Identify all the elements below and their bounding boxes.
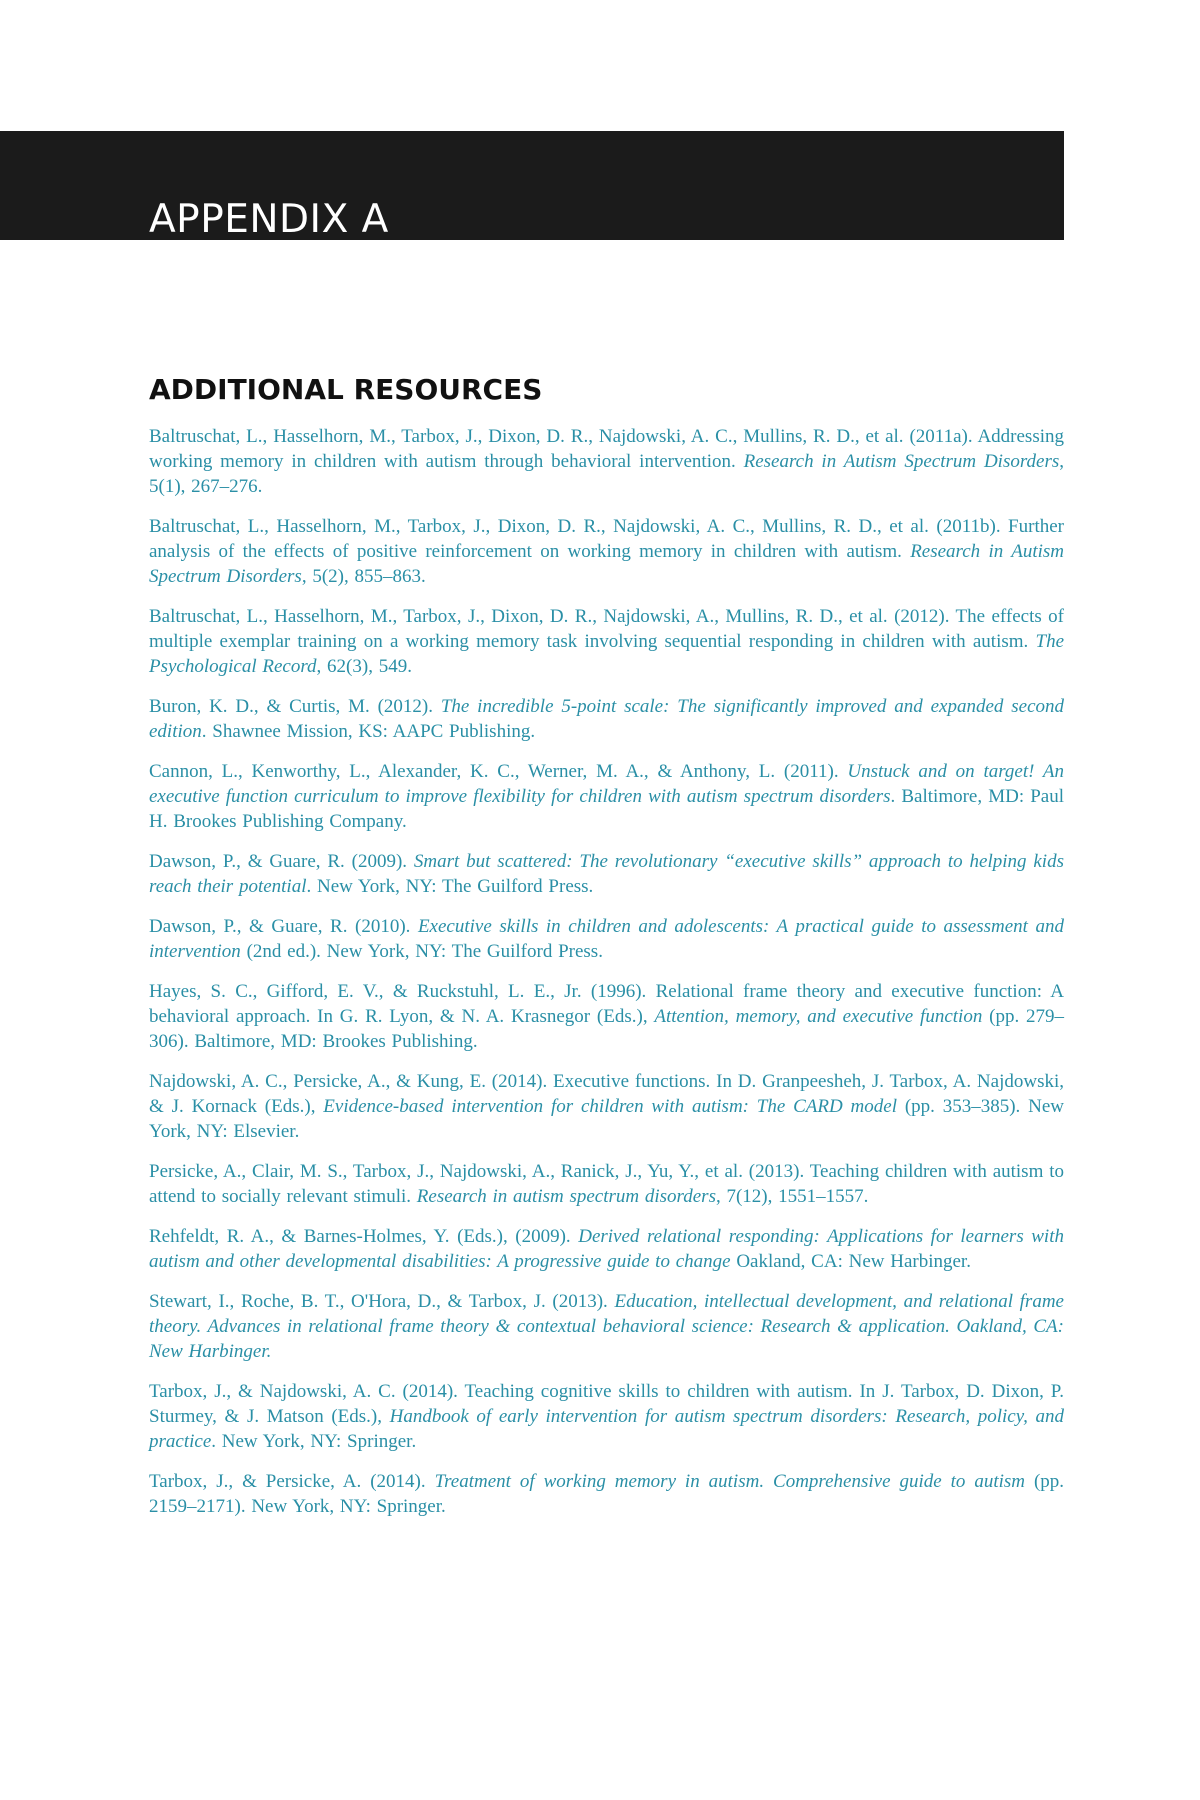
reference-authors: Persicke, A., Clair, M. S., Tarbox, J., Najdowski, A., Ranick, J., Yu, Y., et al. (2013). Teaching children with autism to attend to socially relevant stimuli. xyxy=(149,1161,1064,1207)
reference-entry xyxy=(149,1069,1064,1144)
reference-title: The incredible 5-point scale: The significantly improved and expanded second edition xyxy=(149,696,1064,742)
reference-details: . New York, NY: Springer. xyxy=(211,1431,417,1452)
reference-entry xyxy=(149,424,1064,499)
reference-entry xyxy=(149,694,1064,744)
reference-authors: Buron, K. D., & Curtis, M. (2012). xyxy=(149,696,441,717)
reference-authors: Najdowski, A. C., Persicke, A., & Kung, E. (2014). Executive functions. In D. Granpeesheh, J. Tarbox, A. Najdowski, & J. Kornack (Eds.), xyxy=(149,1071,1064,1117)
reference-details: Oakland, CA: New Harbinger. xyxy=(730,1251,971,1272)
reference-details: , 5(1), 267–276. xyxy=(149,451,1064,497)
reference-title: Attention, memory, and executive function xyxy=(654,1006,983,1027)
reference-title: Education, intellectual development, and relational frame theory. Advances in relational frame theory & contextual behavioral science: Research & application. Oakland, CA: New Harbinger. xyxy=(149,1291,1064,1362)
reference-entry xyxy=(149,1379,1064,1454)
reference-authors: Baltruschat, L., Hasselhorn, M., Tarbox, J., Dixon, D. R., Najdowski, A., Mullins, R. D., et al. (2012). The effects of multiple exemplar training on a working memory task involving sequential responding in children with autism. xyxy=(149,606,1064,652)
reference-entry xyxy=(149,514,1064,589)
reference-authors: Tarbox, J., & Persicke, A. (2014). xyxy=(149,1471,435,1492)
reference-authors: Cannon, L., Kenworthy, L., Alexander, K. C., Werner, M. A., & Anthony, L. (2011). xyxy=(149,761,848,782)
reference-details: . Baltimore, MD: Paul H. Brookes Publishing Company. xyxy=(149,786,1065,832)
reference-entry xyxy=(149,1224,1064,1274)
reference-authors: Stewart, I., Roche, B. T., O'Hora, D., & Tarbox, J. (2013). xyxy=(149,1291,615,1312)
reference-details: (pp. 279–306). Baltimore, MD: Brookes Publishing. xyxy=(149,1006,1065,1052)
reference-authors: Dawson, P., & Guare, R. (2010). xyxy=(149,916,418,937)
reference-authors: Baltruschat, L., Hasselhorn, M., Tarbox, J., Dixon, D. R., Najdowski, A. C., Mullins, R. D., et al. (2011b). Further analysis of the effects of positive reinforcement on working memory in children with autism. xyxy=(149,516,1064,562)
reference-title: Treatment of working memory in autism. Comprehensive guide to autism xyxy=(434,1471,1025,1492)
reference-authors: Dawson, P., & Guare, R. (2009). xyxy=(149,851,414,872)
appendix-banner xyxy=(0,131,1064,240)
reference-title: Research in Autism Spectrum Disorders xyxy=(743,451,1060,472)
reference-details: . New York, NY: The Guilford Press. xyxy=(306,876,594,897)
reference-entry xyxy=(149,849,1064,899)
reference-title: Research in Autism Spectrum Disorders xyxy=(149,541,1064,587)
reference-authors: Rehfeldt, R. A., & Barnes-Holmes, Y. (Eds.), (2009). xyxy=(149,1226,579,1247)
reference-details: , 7(12), 1551–1557. xyxy=(715,1186,869,1207)
reference-title: Smart but scattered: The revolutionary “executive skills” approach to helping kids reach their potential xyxy=(149,851,1064,897)
reference-details: (pp. 353–385). New York, NY: Elsevier. xyxy=(149,1096,1064,1142)
reference-entry xyxy=(149,914,1064,964)
reference-entry xyxy=(149,1289,1064,1364)
reference-details: . Shawnee Mission, KS: AAPC Publishing. xyxy=(201,721,536,742)
reference-entry xyxy=(149,979,1064,1054)
reference-authors: Hayes, S. C., Gifford, E. V., & Ruckstuhl, L. E., Jr. (1996). Relational frame theory and executive function: A behavioral approach. In G. R. Lyon, & N. A. Krasnegor (Eds.), xyxy=(149,981,1064,1027)
reference-details: (2nd ed.). New York, NY: The Guilford Press. xyxy=(240,941,603,962)
reference-title: Derived relational responding: Applications for learners with autism and other developmental disabilities: A progressive guide to change xyxy=(149,1226,1064,1272)
reference-details: , 5(2), 855–863. xyxy=(301,566,426,587)
reference-details: , 62(3), 549. xyxy=(316,656,412,677)
reference-authors: Tarbox, J., & Najdowski, A. C. (2014). Teaching cognitive skills to children with autism. In J. Tarbox, D. Dixon, P. Sturmey, & J. Matson (Eds.), xyxy=(149,1381,1064,1427)
reference-entry xyxy=(149,1469,1064,1519)
section-heading: ADDITIONAL RESOURCES xyxy=(149,373,543,406)
reference-entry xyxy=(149,604,1064,679)
appendix-title: APPENDIX A xyxy=(149,197,389,242)
reference-title: Evidence-based intervention for children with autism: The CARD model xyxy=(323,1096,897,1117)
reference-authors: Baltruschat, L., Hasselhorn, M., Tarbox, J., Dixon, D. R., Najdowski, A. C., Mullins, R. D., et al. (2011a). Addressing working memory in children with autism through behavioral intervention. xyxy=(149,426,1064,472)
reference-entry xyxy=(149,759,1064,834)
reference-title: Executive skills in children and adolescents: A practical guide to assessment and intervention xyxy=(149,916,1064,962)
reference-list xyxy=(149,424,1064,1534)
reference-title: Unstuck and on target! An executive function curriculum to improve flexibility for children with autism spectrum disorders xyxy=(149,761,1064,807)
reference-details: (pp. 2159–2171). New York, NY: Springer. xyxy=(149,1471,1065,1517)
reference-title: Research in autism spectrum disorders xyxy=(416,1186,716,1207)
reference-title: Handbook of early intervention for autism spectrum disorders: Research, policy, and practice xyxy=(149,1406,1064,1452)
reference-title: The Psychological Record xyxy=(149,631,1064,677)
reference-entry xyxy=(149,1159,1064,1209)
